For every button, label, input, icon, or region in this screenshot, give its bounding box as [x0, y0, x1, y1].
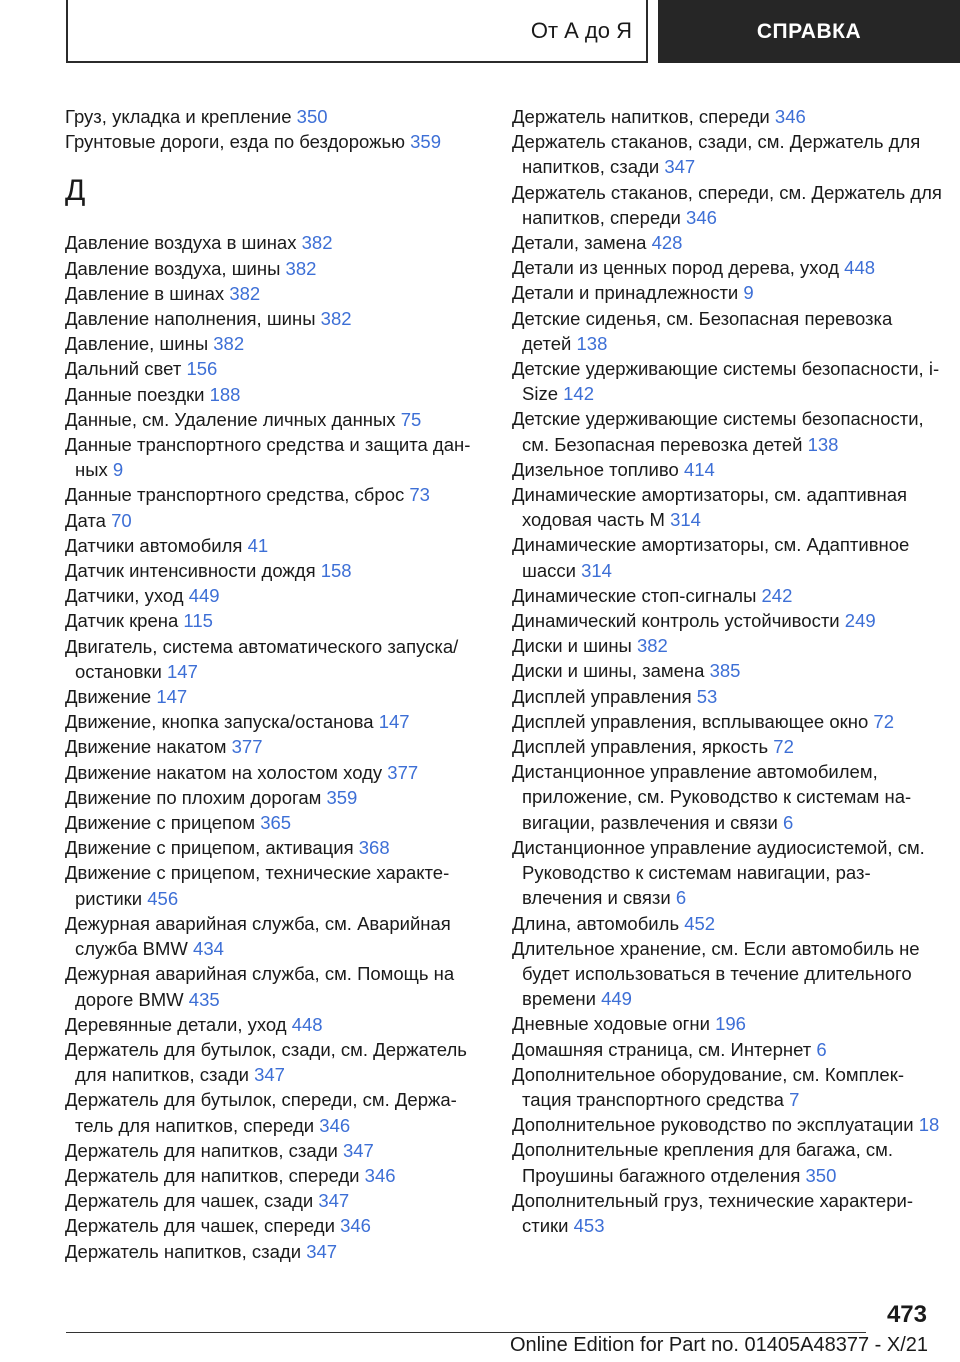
index-entry-text: Держатель стаканов, сзади, см. Держатель для напитков, сзади [512, 131, 921, 178]
index-entry-text: Детали и принадлежности [512, 282, 739, 304]
index-entry-text: Диски и шины, замена [512, 660, 705, 682]
index-entry-text: Диски и шины [512, 635, 632, 657]
index-entry [65, 684, 485, 709]
index-entry [65, 734, 485, 759]
index-entry-text: Динамические амортизаторы, см. адаптивная ходовая часть M [512, 484, 908, 531]
index-entry-text: Датчики, уход [65, 585, 184, 607]
index-entry [512, 608, 942, 633]
index-entry-text: Дисплей управления, яркость [512, 736, 769, 758]
index-entry [512, 280, 942, 305]
index-entry [65, 281, 485, 306]
index-entry-text: Дежурная аварийная служба, см. Помощь на дороге BMW [65, 963, 455, 1010]
index-entry [512, 633, 942, 658]
index-entry-text: Динамические амортизаторы, см. Адаптивное шасси [512, 534, 910, 581]
index-page-link[interactable]: 346 [340, 1215, 371, 1237]
index-entry [65, 1188, 485, 1213]
index-entry-text: Данные, см. Удаление личных данных [65, 408, 396, 430]
index-page-link[interactable]: 428 [651, 232, 683, 254]
index-entry [512, 734, 942, 759]
index-entry [65, 1087, 485, 1137]
index-entry-text: Движение с прицепом [65, 812, 256, 834]
index-entry-text: Датчик интенсивности дождя [65, 560, 316, 582]
index-entry-text: Движение с прицепом, активация [65, 837, 354, 859]
index-entry-text: Дистанционное управление аудиосистемой, см. Руководство к системам навигации, развлечения и связи [512, 836, 925, 909]
index-entry [65, 382, 485, 407]
index-entry-text: Дисплей управления, всплывающее окно [512, 710, 869, 732]
footer-edition: Online Edition for Part no. 01405A48377 - X/21 [509, 1334, 928, 1356]
index-page-link[interactable]: 359 [410, 131, 441, 153]
index-entry [65, 306, 485, 331]
index-page-link[interactable]: 242 [761, 584, 793, 606]
index-page-link[interactable]: 346 [686, 206, 717, 228]
index-entry [512, 936, 942, 1012]
index-entry [65, 1012, 485, 1037]
index-entry-text: Движение накатом на холостом ходу [65, 761, 383, 783]
index-entry [512, 1062, 942, 1112]
index-entry [65, 558, 485, 583]
index-entry-text: Давление, шины [65, 333, 209, 355]
index-entry [512, 104, 942, 129]
index-page-link[interactable]: 448 [844, 257, 876, 279]
index-entry [512, 230, 942, 255]
index-entry [65, 1163, 485, 1188]
index-page-link[interactable]: 41 [247, 534, 269, 556]
index-entry [65, 709, 485, 734]
index-entry [65, 129, 485, 154]
index-entry-text: Дополнительное руководство по эксплуатации [512, 1114, 914, 1136]
index-entry-text: Детали из ценных пород дерева, уход [512, 257, 840, 279]
index-entry [512, 255, 942, 280]
index-page-link[interactable]: 73 [409, 484, 430, 506]
index-page-link[interactable]: 382 [320, 308, 352, 330]
index-entry-text: Давление наполнения, шины [65, 308, 316, 330]
index-entry [65, 911, 485, 961]
index-page-link[interactable]: 449 [601, 988, 632, 1010]
index-page-link[interactable]: 9 [743, 282, 754, 304]
index-entry-text: Грунтовые дороги, езда по бездорожью [65, 131, 405, 153]
index-entry-text: Движение по плохим дорогам [65, 786, 322, 808]
index-page-link[interactable]: 346 [364, 1164, 396, 1186]
index-entry [512, 835, 942, 911]
index-page-link[interactable]: 368 [358, 837, 390, 859]
index-entry [65, 785, 485, 810]
index-page-link[interactable]: 314 [581, 559, 612, 581]
index-entry-text: Дополнительные крепления для багажа, см. Проушины багажного отделения [512, 1139, 893, 1186]
index-entry [65, 608, 485, 633]
index-entry-text: Движение, кнопка запуска/останова [65, 711, 374, 733]
index-page-link[interactable]: 6 [783, 811, 794, 833]
index-entry-text: Детские удерживающие системы безопасности, см. Безопасная перевозка детей [512, 408, 924, 455]
index-column-left [65, 104, 485, 1264]
index-page-link[interactable]: 147 [378, 711, 410, 733]
index-entry [65, 256, 485, 281]
index-entry-text: Держатель напитков, сзади [65, 1240, 302, 1262]
index-entry-text: Движение с прицепом, технические характеристики [65, 862, 450, 909]
index-page-link[interactable]: 414 [683, 458, 715, 480]
index-entry [65, 356, 485, 381]
index-page-link[interactable]: 142 [563, 383, 595, 405]
index-page-link[interactable]: 156 [186, 358, 218, 380]
index-entry [512, 583, 942, 608]
index-page-link[interactable]: 53 [696, 685, 718, 707]
index-entry-text: Дизельное топливо [512, 458, 679, 480]
index-entry-text: Держатель для чашек, спереди [65, 1215, 335, 1237]
index-entry-text: Динамический контроль устойчивости [512, 610, 840, 632]
index-page-link[interactable]: 6 [675, 887, 687, 909]
index-page-link[interactable]: 382 [301, 232, 333, 254]
index-entry [65, 1037, 485, 1087]
index-entry [512, 306, 942, 356]
index-entry [65, 583, 485, 608]
index-entry-text: Груз, укладка и крепление [65, 106, 292, 127]
index-page-link[interactable]: 346 [774, 106, 806, 127]
index-entry [512, 658, 942, 683]
index-page-link[interactable]: 347 [342, 1139, 374, 1161]
index-entry [512, 482, 942, 532]
index-page-link[interactable]: 249 [844, 610, 876, 632]
index-entry-text: Дальний свет [65, 358, 182, 380]
index-entry-text: Динамические стоп-сигналы [512, 584, 757, 606]
index-page-link[interactable]: 365 [260, 812, 292, 834]
index-page-link[interactable]: 75 [400, 408, 422, 430]
index-entry [65, 1138, 485, 1163]
index-page-link[interactable]: 382 [229, 282, 261, 304]
index-entry [65, 961, 485, 1011]
index-entry-text: Давление воздуха в шинах [65, 232, 297, 254]
index-page-link[interactable]: 359 [326, 786, 358, 808]
index-page-link[interactable]: 434 [193, 938, 224, 960]
index-entry-text: Домашняя страница, см. Интернет [512, 1038, 812, 1060]
index-entry [512, 180, 942, 230]
index-entry-text: Держатель для напитков, спереди [65, 1164, 360, 1186]
index-entry-text: Держатель напитков, спереди [512, 106, 770, 127]
index-entry-text: Дежурная аварийная служба, см. Аварийная служба BMW [65, 912, 451, 960]
index-entry [65, 407, 485, 432]
index-entry-text: Детали, замена [512, 232, 647, 254]
index-page-link[interactable]: 350 [296, 106, 328, 127]
index-page-link[interactable]: 382 [285, 257, 317, 279]
index-entry-text: Давление воздуха, шины [65, 257, 281, 279]
index-entry [65, 331, 485, 356]
index-entry [512, 356, 942, 406]
index-letter-heading: Д [65, 174, 86, 208]
index-entry-text: Держатель для бутылок, спереди, см. Держатель для напитков, спереди [65, 1089, 457, 1136]
index-entry [512, 1188, 942, 1238]
index-entry-text: Дневные ходовые огни [512, 1013, 710, 1035]
index-entry-text: Движение накатом [65, 736, 227, 758]
index-entry [65, 835, 485, 860]
index-entry [65, 508, 485, 533]
index-entry-text: Данные транспортного средства и защита данных [65, 434, 471, 481]
index-page-link[interactable]: 346 [319, 1114, 351, 1136]
index-entry-text: Детские удерживающие системы безопасности, i-Size [512, 358, 940, 405]
index-entry-text: Длина, автомобиль [512, 912, 680, 934]
index-entry [65, 230, 485, 255]
index-page-link[interactable]: 70 [111, 509, 132, 531]
index-entry [512, 1112, 942, 1137]
index-page-link[interactable]: 347 [306, 1240, 338, 1262]
index-page-link[interactable]: 452 [684, 912, 716, 934]
index-entry-text: Дата [65, 509, 106, 531]
index-entry [65, 533, 485, 558]
index-page-link[interactable]: 347 [664, 156, 696, 178]
index-page-link[interactable]: 382 [213, 333, 245, 355]
index-entry [65, 634, 485, 684]
index-page-link[interactable]: 115 [183, 610, 213, 632]
index-entry [512, 1037, 942, 1062]
index-entry [512, 457, 942, 482]
index-page-link[interactable]: 188 [209, 383, 241, 405]
index-entry-text: Данные поездки [65, 383, 205, 405]
index-entry-text: Датчики автомобиля [65, 534, 243, 556]
index-page-link[interactable]: 158 [320, 560, 352, 582]
index-page-link[interactable]: 347 [318, 1190, 350, 1212]
page-number: 473 [886, 1301, 927, 1328]
index-entry [512, 911, 942, 936]
tab-index[interactable]: От А до Я [66, 0, 648, 63]
index-page-link[interactable]: 385 [709, 660, 741, 682]
index-entry-text: Движение [65, 686, 152, 708]
index-entry [512, 684, 942, 709]
footer-divider [66, 1332, 866, 1333]
index-entry-text: Деревянные детали, уход [65, 1013, 287, 1035]
index-page-link[interactable]: 377 [387, 761, 419, 783]
index-entry [65, 1213, 485, 1238]
index-entry [512, 532, 942, 582]
index-entry-text: Датчик крена [65, 610, 179, 632]
index-entry-text: Двигатель, система автоматического запуска/ остановки [65, 635, 459, 682]
index-page-link[interactable]: 453 [573, 1214, 605, 1236]
index-entry-text: Дополнительное оборудование, см. Комплектация транспортного средства [512, 1063, 904, 1110]
index-entry [65, 432, 485, 482]
index-entry-text: Держатель для бутылок, сзади, см. Держатель для напитков, сзади [65, 1038, 467, 1086]
index-entry-text: Держатель для чашек, сзади [65, 1190, 314, 1212]
index-entry [512, 1011, 942, 1036]
index-entry-text: Держатель для напитков, сзади [65, 1139, 338, 1161]
index-page-link[interactable]: 72 [873, 710, 894, 732]
index-entry [65, 482, 485, 507]
index-page-link[interactable]: 147 [167, 660, 198, 682]
tab-section[interactable]: СПРАВКА [658, 0, 960, 63]
index-page-link[interactable]: 138 [576, 332, 608, 354]
index-entry [65, 860, 485, 910]
index-page-link[interactable]: 449 [188, 585, 220, 607]
index-entry-text: Дистанционное управление автомобилем, приложение, см. Руководство к системам навигации, развлечения и связи [512, 761, 912, 833]
index-column-right [512, 104, 942, 1238]
index-entry-text: Детские сиденья, см. Безопасная перевозка детей [512, 307, 893, 354]
index-entry [65, 810, 485, 835]
index-page-link[interactable]: 448 [291, 1013, 323, 1035]
index-page-link[interactable]: 138 [807, 433, 839, 455]
index-entry [512, 1137, 942, 1187]
index-page-link[interactable]: 7 [789, 1088, 800, 1110]
index-entry-text: Дополнительный груз, технические характеристики [512, 1189, 914, 1236]
index-entry-text: Длительное хранение, см. Если автомобиль не будет использоваться в течение длительного времени [512, 937, 920, 1010]
index-page-link[interactable]: 377 [231, 736, 263, 758]
index-entry [65, 760, 485, 785]
index-entry [512, 406, 942, 456]
index-entry-text: Дисплей управления [512, 685, 692, 707]
index-page-link[interactable]: 6 [816, 1038, 827, 1060]
index-entry [512, 759, 942, 835]
index-entry [65, 1239, 485, 1264]
index-page-link[interactable]: 347 [254, 1064, 285, 1086]
index-page-link[interactable]: 456 [147, 887, 179, 909]
index-entry-text: Данные транспортного средства, сброс [65, 484, 405, 506]
index-page-link[interactable]: 18 [918, 1114, 940, 1136]
index-entry [512, 709, 942, 734]
index-page-link[interactable]: 314 [670, 509, 701, 531]
index-page-link[interactable]: 350 [805, 1164, 837, 1186]
index-entry [512, 129, 942, 179]
index-page-link[interactable]: 196 [715, 1013, 746, 1035]
index-page-link[interactable]: 147 [156, 686, 188, 708]
index-page-link[interactable]: 9 [112, 459, 124, 481]
index-page-link[interactable]: 72 [773, 736, 794, 758]
index-entry-text: Давление в шинах [65, 282, 225, 304]
index-entry [65, 104, 485, 129]
header-tabs [66, 0, 960, 66]
index-page-link[interactable]: 382 [636, 635, 668, 657]
index-page-link[interactable]: 435 [188, 988, 220, 1010]
index-entry-text: Держатель стаканов, спереди, см. Держатель для напитков, спереди [512, 181, 942, 228]
